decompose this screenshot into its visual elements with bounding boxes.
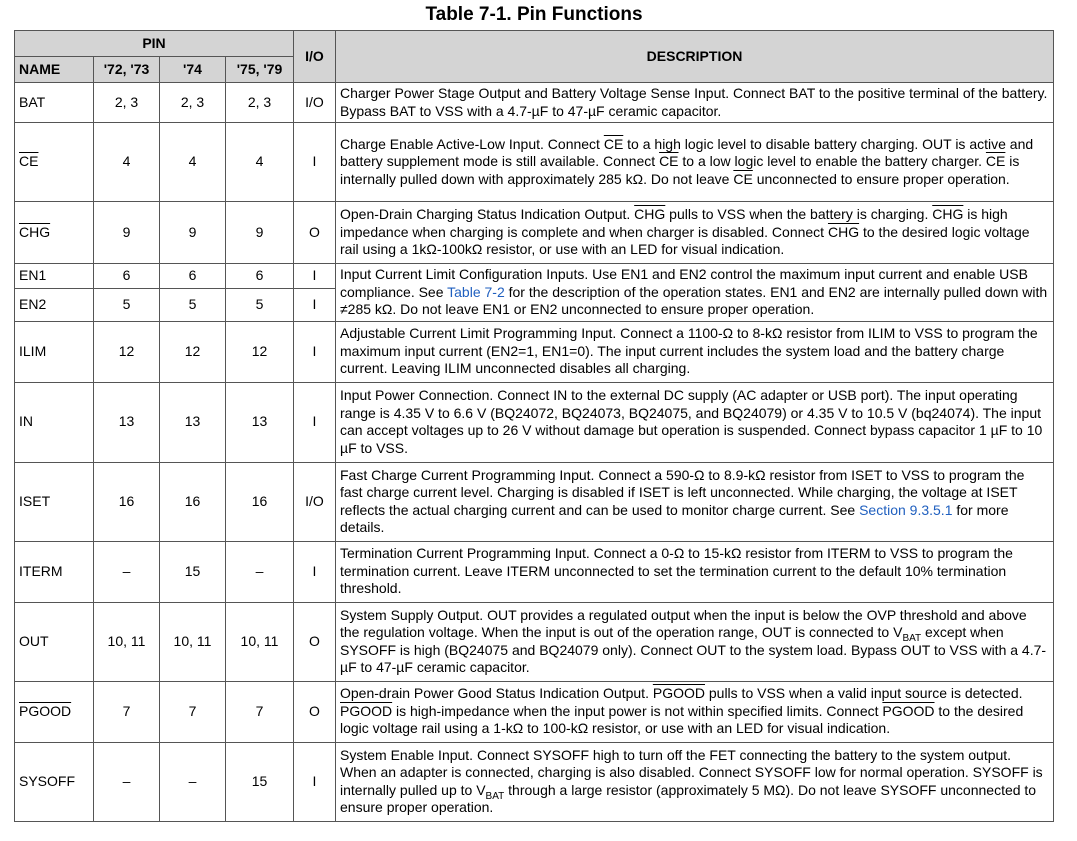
pin-name: SYSOFF [15, 742, 94, 821]
io-header: I/O [294, 31, 336, 83]
pin-number: 15 [160, 541, 226, 602]
pin-number: – [160, 742, 226, 821]
table-row-in [15, 382, 1054, 462]
pin-description: Input Power Connection. Connect IN to the external DC supply (AC adapter or USB port). The input operating range is 4.35 V to 6.6 V (BQ24072, BQ24073, BQ24075, and BQ24079) or 4.35 V to 10.5 V (bq24074). The input can accept voltages up to 26 V without damage but operation is suspended. Connect bypass capacitor 1 µF to 10 µF to VSS. [336, 382, 1054, 462]
table-row-pgood [15, 681, 1054, 742]
pin-number: 9 [94, 202, 160, 264]
pin-name: ITERM [15, 541, 94, 602]
pin-name: $\overline{CHG}$ [15, 202, 94, 264]
pin-number: 13 [160, 382, 226, 462]
table-row-en1 [15, 264, 1054, 289]
pin-description: Fast Charge Current Programming Input. Connect a 590-Ω to 8.9-kΩ resistor from ISET to VSS to program the fast charge current level. Charging is disabled if ISET is left unconnected. While charging, the voltage at ISET reflects the actual charging current and can be used to monitor charge current. See Section 9.3.5.1 for more details. [336, 462, 1054, 541]
description-header: DESCRIPTION [336, 31, 1054, 83]
pin-number: 5 [226, 289, 294, 321]
pin-io: I [294, 289, 336, 321]
pin-number: – [94, 742, 160, 821]
pin-number: 15 [226, 742, 294, 821]
pin-io: I [294, 541, 336, 602]
pin-number: 9 [160, 202, 226, 264]
pin-number: 13 [226, 382, 294, 462]
pin-number: 16 [226, 462, 294, 541]
pin-number: 9 [226, 202, 294, 264]
pin-description: Adjustable Current Limit Programming Input. Connect a 1100-Ω to 8-kΩ resistor from ILIM to VSS to program the maximum input current (EN2=1, EN1=0). The input current includes the system load and the battery charge current. Leaving ILIM unconnected disables all charging. [336, 321, 1054, 382]
pin-name: BAT [15, 83, 94, 123]
pin-number: 7 [226, 681, 294, 742]
pin-column-72-73-header: '72, '73 [94, 57, 160, 83]
pin-number: 7 [160, 681, 226, 742]
pin-number: 12 [94, 321, 160, 382]
pin-number: 5 [94, 289, 160, 321]
pin-description: Open-drain Power Good Status Indication Output. PGOOD pulls to VSS when a valid input source is detected. PGOOD is high-impedance when the input power is not within specified limits. Connect PGOOD to the desired logic voltage rail using a 1-kΩ to 100-kΩ resistor, or use with an LED for visual indication. [336, 681, 1054, 742]
pin-number: 16 [160, 462, 226, 541]
pin-number: 16 [94, 462, 160, 541]
pin-functions-table [14, 30, 1054, 822]
pin-name: ILIM [15, 321, 94, 382]
pin-number: 6 [94, 264, 160, 289]
table-row-out [15, 602, 1054, 681]
pin-io: I/O [294, 462, 336, 541]
pin-number: 10, 11 [226, 602, 294, 681]
pin-name: PGOOD [15, 681, 94, 742]
pin-number: 4 [94, 123, 160, 202]
table-row-bat [15, 83, 1054, 123]
pin-number: 12 [160, 321, 226, 382]
pin-name: EN2 [15, 289, 94, 321]
table-7-2-link[interactable]: Table 7-2 [447, 283, 505, 300]
pin-io: O [294, 202, 336, 264]
pin-column-74-header: '74 [160, 57, 226, 83]
pin-number: 2, 3 [94, 83, 160, 123]
pin-io: I/O [294, 83, 336, 123]
table-row-ce [15, 123, 1054, 202]
pin-description: System Supply Output. OUT provides a regulated output when the input is below the OVP threshold and above the regulation voltage. When the input is out of the operation range, OUT is connected to $V_{BAT}$ except when SYSOFF is high (BQ24075 and BQ24079 only). Connect OUT to the system load. Bypass OUT to VSS with a 4.7-µF to 47-µF ceramic capacitor. [336, 602, 1054, 681]
table-row-sysoff [15, 742, 1054, 821]
pin-number: 12 [226, 321, 294, 382]
section-9-3-5-1-link[interactable]: Section 9.3.5.1 [859, 501, 953, 518]
table-row-iterm [15, 541, 1054, 602]
table-row-chg [15, 202, 1054, 264]
pin-description: Charge Enable Active-Low Input. Connect $\overline{CE}$ to a high logic level to disable battery charging. OUT is active and battery supplement mode is still available. Connect $\overline{CE}$ to a low logic level to enable the battery charger. $\overline{CE}$ is internally pulled down with approximately 285 kΩ. Do not leave $\overline{CE}$ unconnected to ensure proper operation. [336, 123, 1054, 202]
pin-number: 6 [160, 264, 226, 289]
pin-number: 6 [226, 264, 294, 289]
pin-number: 10, 11 [94, 602, 160, 681]
pin-number: – [226, 541, 294, 602]
pin-name: OUT [15, 602, 94, 681]
pin-io: I [294, 321, 336, 382]
pin-io: I [294, 742, 336, 821]
pin-name: IN [15, 382, 94, 462]
pin-number: 2, 3 [226, 83, 294, 123]
pin-number: 7 [94, 681, 160, 742]
pin-number: 5 [160, 289, 226, 321]
pin-number: 13 [94, 382, 160, 462]
pin-io: I [294, 123, 336, 202]
pin-description: System Enable Input. Connect SYSOFF high to turn off the FET connecting the battery to the system output. When an adapter is connected, charging is also disabled. Connect SYSOFF low for normal operation. SYSOFF is internally pulled up to $V_{BAT}$ through a large resistor (approximately 5 MΩ). Do not leave SYSOFF unconnected to ensure proper operation. [336, 742, 1054, 821]
pin-io: I [294, 264, 336, 289]
pin-number: – [94, 541, 160, 602]
pin-description: Open-Drain Charging Status Indication Output. $\overline{CHG}$ pulls to VSS when the battery is charging. $\overline{CHG}$ is high impedance when charging is complete and when charger is disabled. Connect $\overline{CHG}$ to the desired logic voltage rail using a 1kΩ-100kΩ resistor, or use with an LED for visual indication. [336, 202, 1054, 264]
pin-name: $\overline{CE}$ [15, 123, 94, 202]
pin-number: 4 [160, 123, 226, 202]
pin-name: ISET [15, 462, 94, 541]
table-row-ilim [15, 321, 1054, 382]
pin-number: 2, 3 [160, 83, 226, 123]
pin-header: PIN [15, 31, 294, 57]
pin-description: Input Current Limit Configuration Inputs. Use EN1 and EN2 control the maximum input current and enable USB compliance. See Table 7-2 for the description of the operation states. EN1 and EN2 are internally pulled down with ≠285 kΩ. Do not leave EN1 or EN2 unconnected to ensure proper operation. [336, 264, 1054, 322]
pin-number: 10, 11 [160, 602, 226, 681]
pin-io: I [294, 382, 336, 462]
pin-name: EN1 [15, 264, 94, 289]
pin-description: Termination Current Programming Input. Connect a 0-Ω to 15-kΩ resistor from ITERM to VSS to program the termination current. Leave ITERM unconnected to set the termination current to the default 10% termination threshold. [336, 541, 1054, 602]
table-row-iset [15, 462, 1054, 541]
name-header: NAME [15, 57, 94, 83]
pin-column-75-79-header: '75, '79 [226, 57, 294, 83]
pin-number: 4 [226, 123, 294, 202]
pin-io: O [294, 602, 336, 681]
pin-description: Charger Power Stage Output and Battery Voltage Sense Input. Connect BAT to the positive terminal of the battery. Bypass BAT to VSS with a 4.7-µF to 47-µF ceramic capacitor. [336, 83, 1054, 123]
pin-io: O [294, 681, 336, 742]
table-title: Table 7-1. Pin Functions [425, 4, 643, 25]
